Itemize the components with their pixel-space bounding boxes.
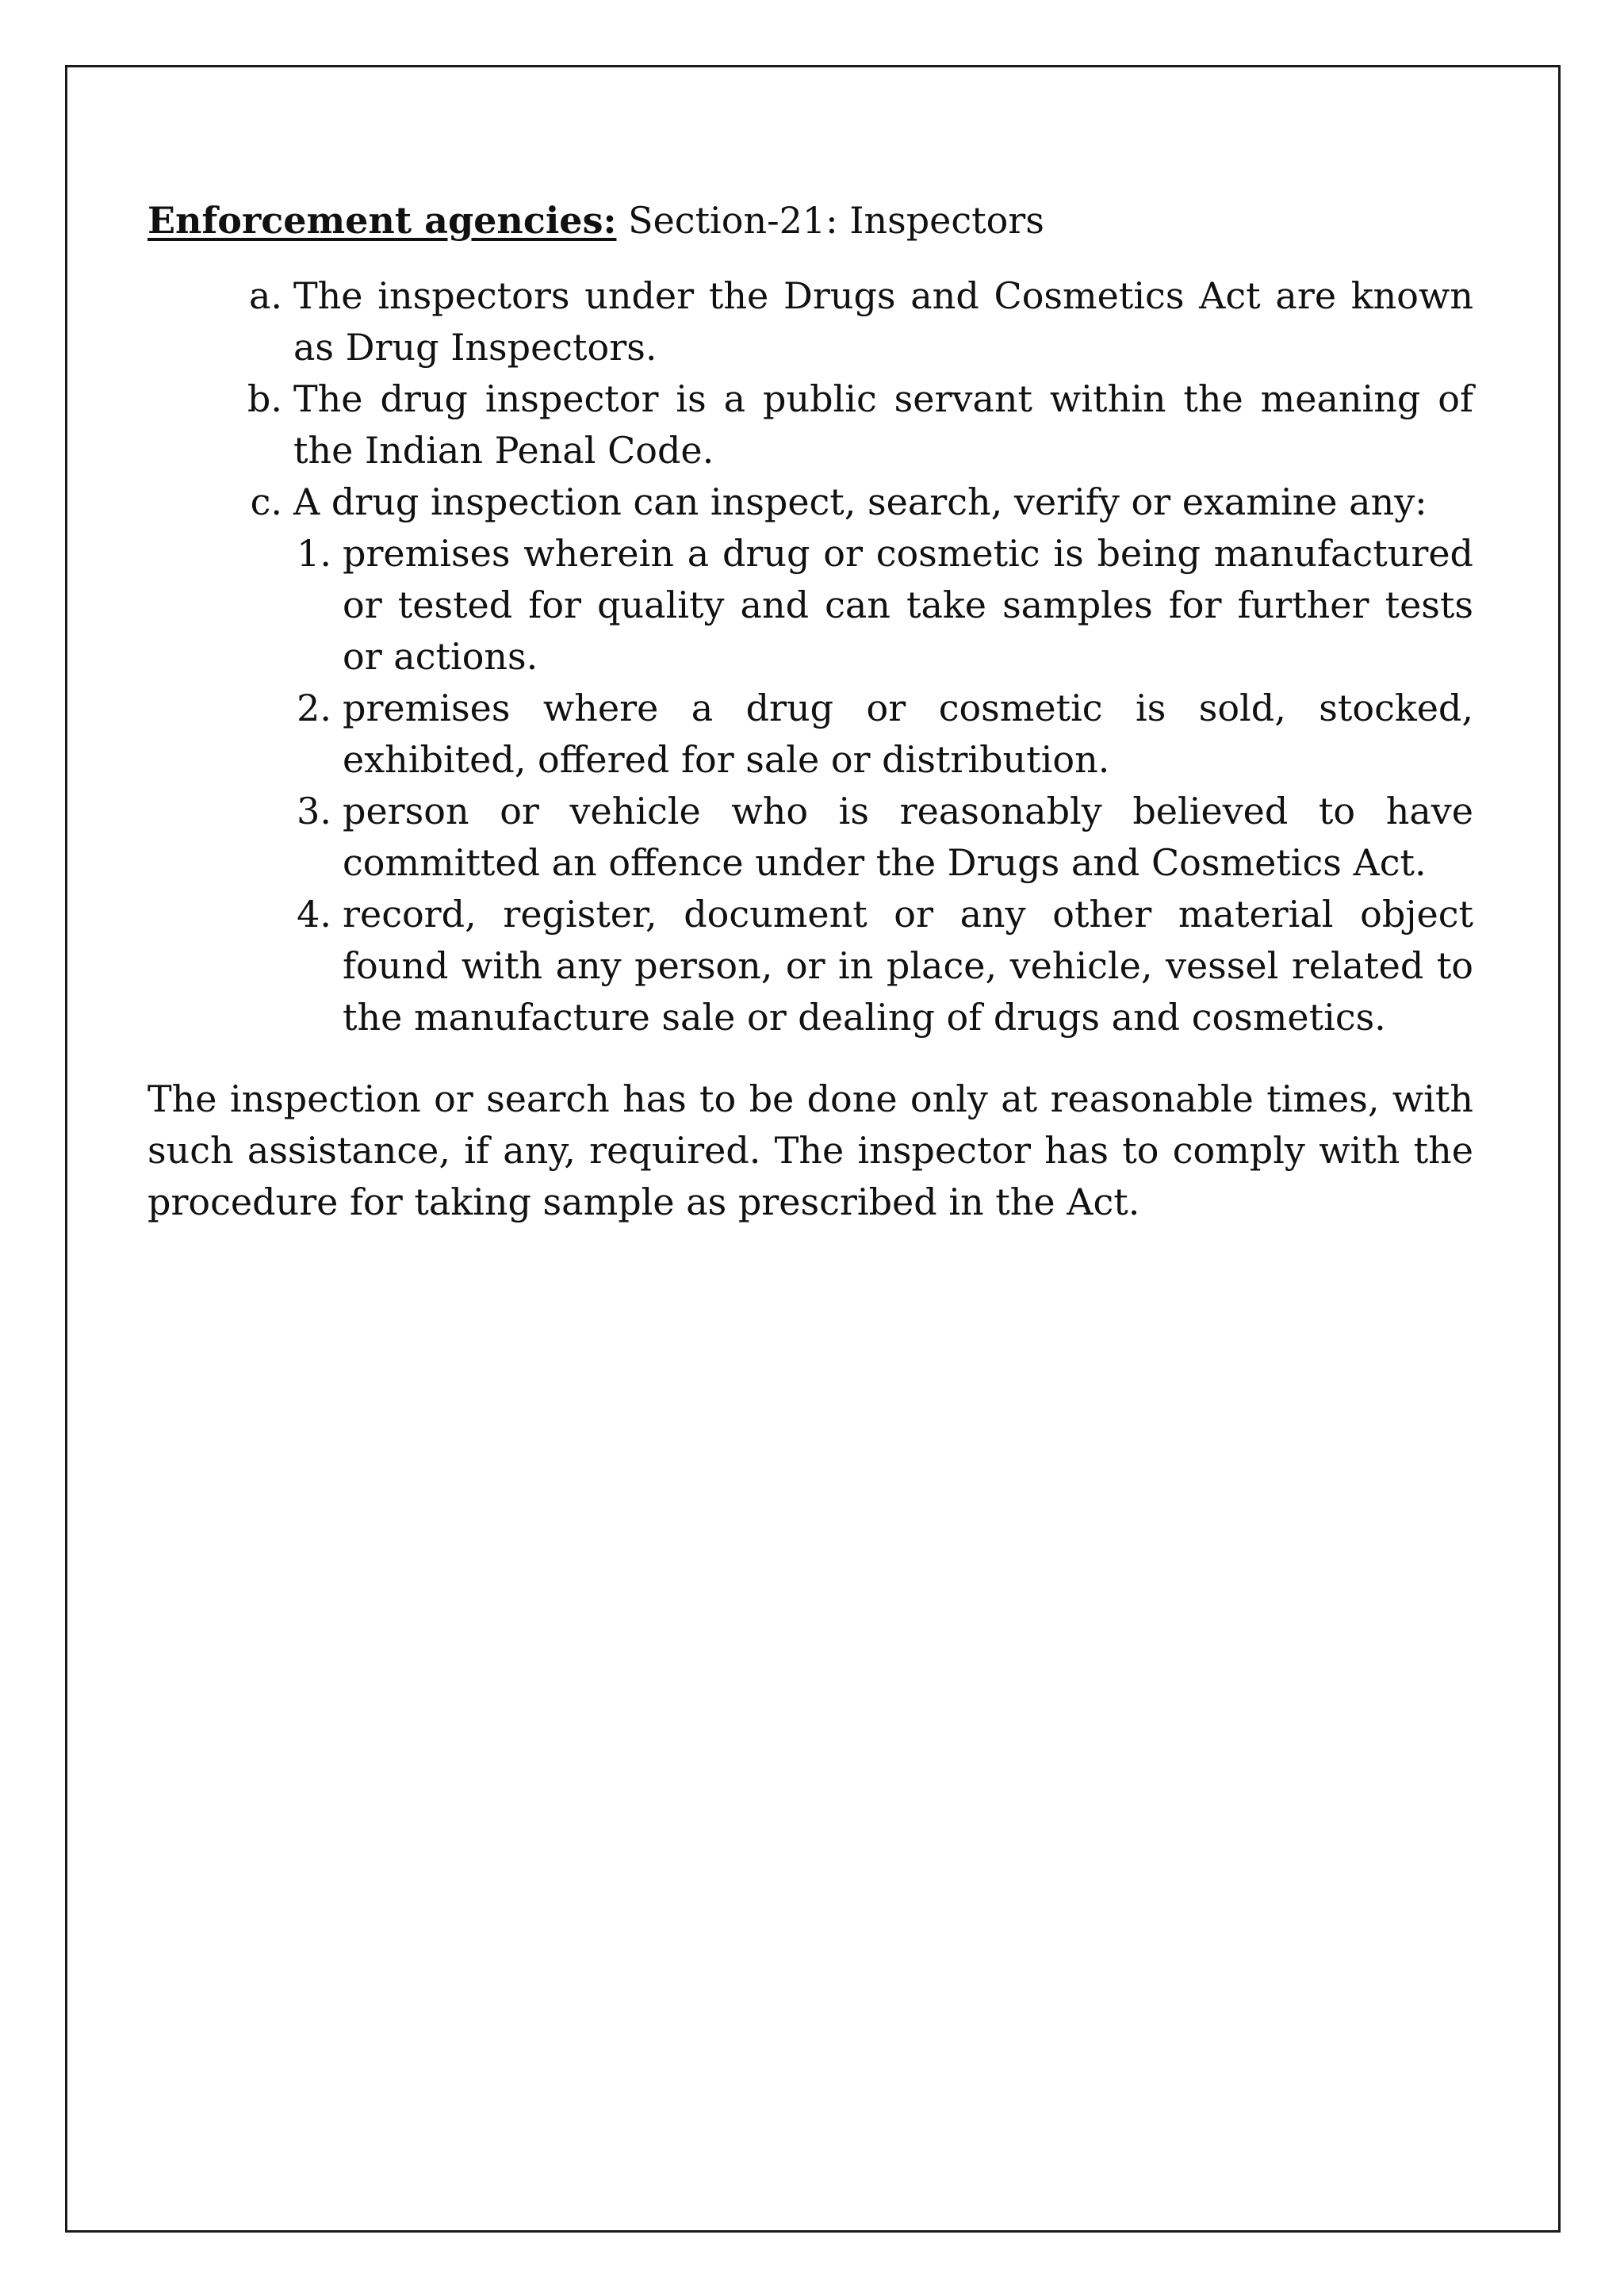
- list-item-b: [244, 373, 1473, 476]
- list-item-a: [244, 270, 1473, 373]
- sublist-item-1: [293, 528, 1473, 683]
- sublist-marker: 1.: [297, 532, 331, 575]
- sublist-marker: 2.: [297, 687, 331, 729]
- sublist-marker: 3.: [297, 790, 331, 832]
- sublist-item-text: person or vehicle who is reasonably believed to have committed an offence under the Drugs and Cosmetics Act.: [343, 790, 1473, 884]
- section-heading-label: Enforcement agencies:: [147, 199, 617, 242]
- sublist-item-4: [293, 889, 1473, 1043]
- document-body: [147, 195, 1473, 1228]
- section-heading: [147, 195, 1473, 247]
- sublist-item-2: [293, 683, 1473, 786]
- section-heading-text: Section-21: Inspectors: [616, 199, 1044, 242]
- sublist-item-text: record, register, document or any other material object found with any person, or in place, vehicle, vessel related to the manufacture sale or dealing of drugs and cosmetics.: [343, 893, 1473, 1039]
- sublist-marker: 4.: [297, 893, 331, 936]
- list-item-text: The drug inspector is a public servant within the meaning of the Indian Penal Code.: [293, 377, 1473, 472]
- closing-paragraph: The inspection or search has to be done only at reasonable times, with such assistance, if any, required. The inspector has to comply with the procedure for taking sample as prescribed in the Act.: [147, 1077, 1473, 1223]
- list-marker: a.: [248, 274, 282, 317]
- sublist-item-text: premises where a drug or cosmetic is sold, stocked, exhibited, offered for sale or distribution.: [343, 687, 1473, 781]
- inspection-scope-list: [293, 528, 1473, 1043]
- sublist-item-3: [293, 786, 1473, 889]
- list-marker: c.: [250, 480, 282, 523]
- sublist-item-text: premises wherein a drug or cosmetic is being manufactured or tested for quality and can take samples for further tests or actions.: [343, 532, 1473, 678]
- list-item-text: The inspectors under the Drugs and Cosmetics Act are known as Drug Inspectors.: [293, 274, 1473, 369]
- list-item-c: [244, 476, 1473, 1043]
- list-item-text: A drug inspection can inspect, search, verify or examine any:: [293, 480, 1427, 523]
- list-marker: b.: [247, 377, 282, 420]
- inspector-points-list: [147, 270, 1473, 1043]
